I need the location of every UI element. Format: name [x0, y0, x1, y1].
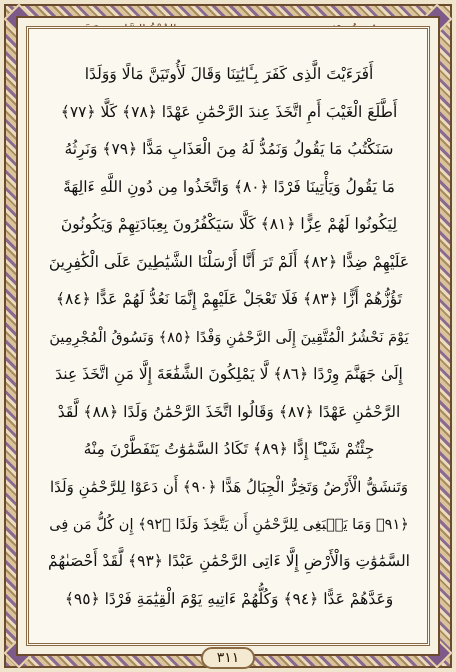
- quran-text: [46, 46, 412, 608]
- text-line: جِئْتُمْ شَيْـًٔا إِدًّا ﴿٨٩﴾ تَكَادُ السَّمَٰوَٰتُ يَتَفَطَّرْنَ مِنْهُ: [83, 440, 375, 459]
- text-line: مَا يَقُولُ وَيَأْتِينَا فَرْدًا ﴿٨٠﴾ وَاتَّخَذُوا مِن دُونِ اللَّهِ ءَالِهَةً: [63, 177, 395, 196]
- text-line: سَنَكْتُبُ مَا يَقُولُ وَنَمُدُّ لَهُ مِنَ الْعَذَابِ مَدًّا ﴿٧٩﴾ وَنَرِثُهُ: [64, 140, 394, 159]
- text-line: لِيَكُونُوا لَهُمْ عِزًّا ﴿٨١﴾ كَلَّا سَيَكْفُرُونَ بِعِبَادَتِهِمْ وَيَكُونُونَ: [60, 215, 398, 234]
- text-line: تَؤُزُّهُمْ أَزًّا ﴿٨٣﴾ فَلَا تَعْجَلْ عَلَيْهِمْ إِنَّمَا نَعُدُّ لَهُمْ عَدًّا ﴿٨٤﴾: [55, 290, 403, 309]
- page-footer: [0, 646, 456, 670]
- text-line: وَعَدَّهُمْ عَدًّا ﴿٩٤﴾ وَكُلُّهُمْ ءَاتِيهِ يَوْمَ الْقِيَٰمَةِ فَرْدًا ﴿٩٥﴾: [64, 589, 394, 608]
- text-line: ﴿٩١﴾ وَمَا يَنۢبَغِى لِلرَّحْمَٰنِ أَن يَتَّخِذَ وَلَدًا ﴿٩٢﴾ إِن كُلُّ مَن فِى: [49, 517, 409, 534]
- text-line: يَوْمَ نَحْشُرُ الْمُتَّقِينَ إِلَى الرَّحْمَٰنِ وَفْدًا ﴿٨٥﴾ وَنَسُوقُ الْمُجْرِمِينَ: [49, 329, 409, 346]
- text-line: الرَّحْمَٰنِ عَهْدًا ﴿٨٧﴾ وَقَالُوا اتَّخَذَ الرَّحْمَٰنُ وَلَدًا ﴿٨٨﴾ لَّقَدْ: [57, 402, 401, 421]
- text-line: أَفَرَءَيْتَ الَّذِى كَفَرَ بِـَٔايَٰتِنَا وَقَالَ لَأُوتَيَنَّ مَالًا وَوَلَدًا: [84, 65, 374, 84]
- text-line: وَتَنشَقُّ الْأَرْضُ وَتَخِرُّ الْجِبَالُ هَدًّا ﴿٩٠﴾ أَن دَعَوْا لِلرَّحْمَٰنِ وَلَدًا: [49, 477, 409, 496]
- text-line: السَّمَٰوَٰتِ وَالْأَرْضِ إِلَّا ءَاتِى الرَّحْمَٰنِ عَبْدًا ﴿٩٣﴾ لَّقَدْ أَحْصَىٰهُمْ: [48, 552, 410, 571]
- text-line: أَطَّلَعَ الْغَيْبَ أَمِ اتَّخَذَ عِندَ الرَّحْمَٰنِ عَهْدًا ﴿٧٨﴾ كَلَّا ﴿٧٧﴾: [60, 102, 398, 121]
- text-line: إِلَىٰ جَهَنَّمَ وِرْدًا ﴿٨٦﴾ لَّا يَمْلِكُونَ الشَّفَٰعَةَ إِلَّا مَنِ اتَّخَذَ عِندَ: [55, 365, 403, 384]
- text-line: عَلَيْهِمْ ضِدًّا ﴿٨٢﴾ أَلَمْ تَرَ أَنَّا أَرْسَلْنَا الشَّيَٰطِينَ عَلَى الْكَٰفِرِينَ: [48, 252, 410, 271]
- page-number: ٣١١: [201, 647, 256, 669]
